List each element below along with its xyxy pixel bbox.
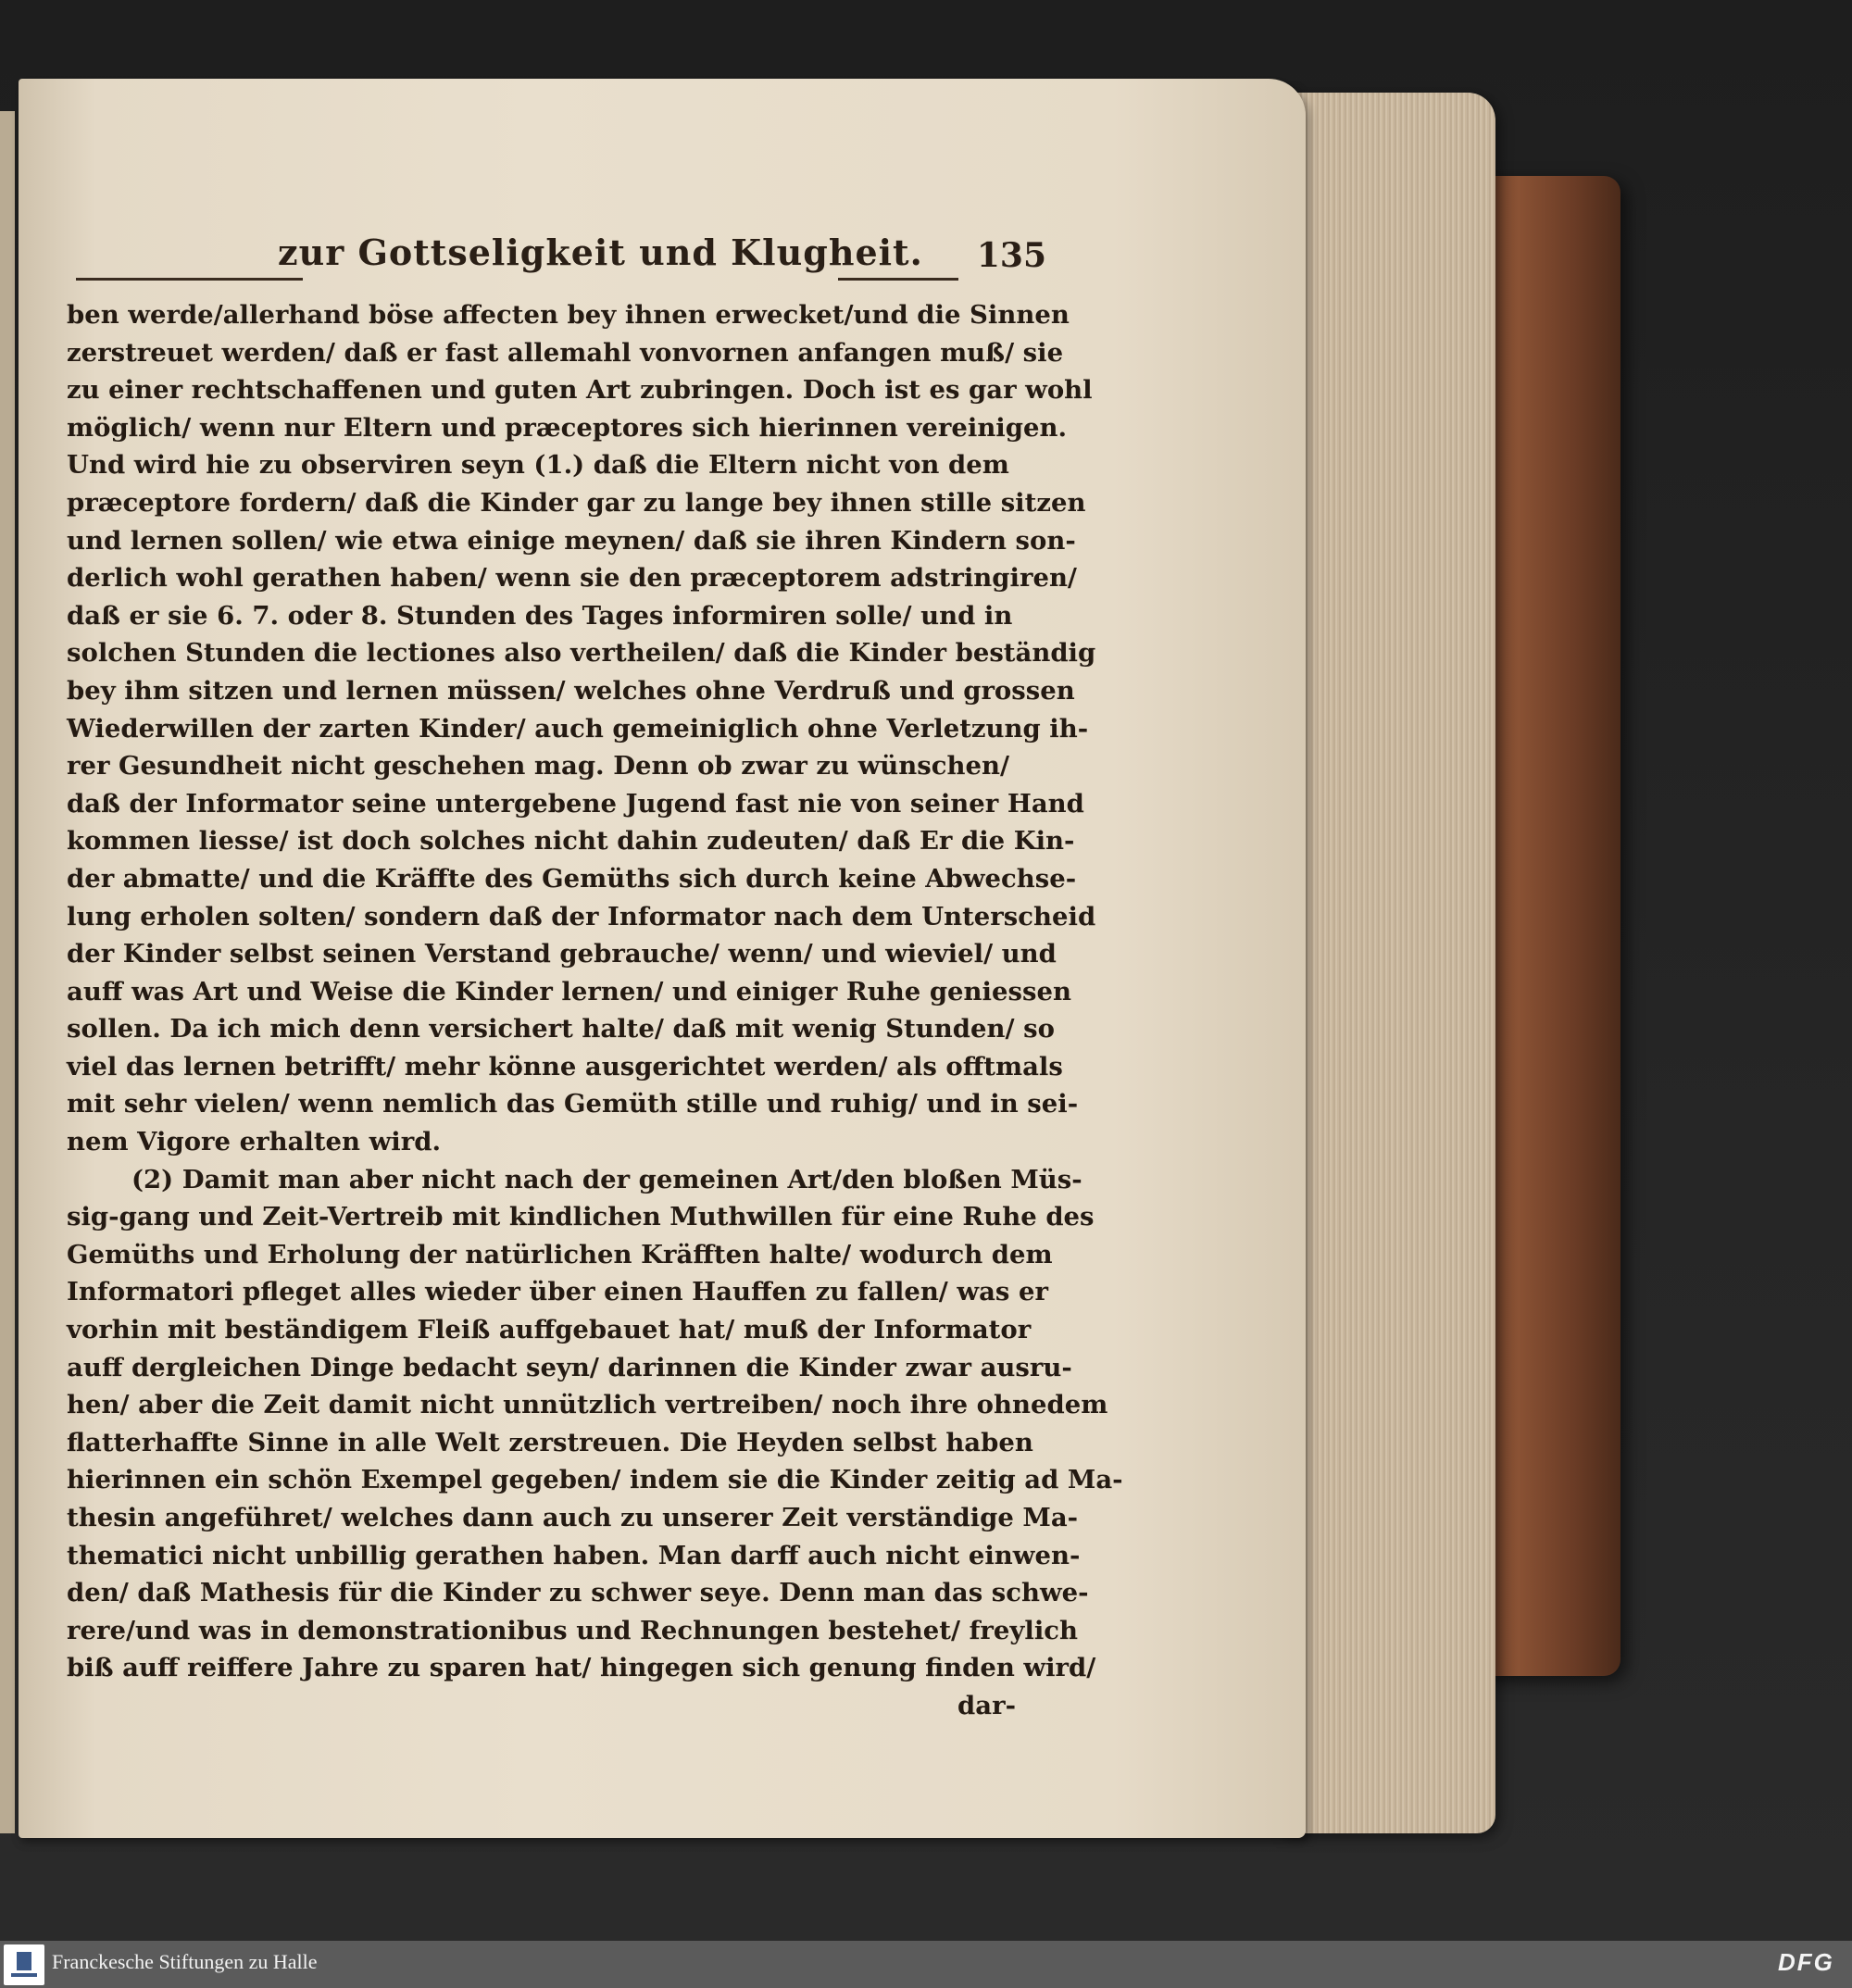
text-line: sig-gang und Zeit-Vertreib mit kindlichen Muthwillen für eine Ruhe des [67,1202,1095,1232]
text-line: auff was Art und Weise die Kinder lernen/ und einiger Ruhe geniessen [67,976,1071,1007]
body-text [67,296,1123,1725]
text-line: kommen liesse/ ist doch solches nicht dahin zudeuten/ daß Er die Kin- [67,826,1075,856]
text-line: thesin angeführet/ welches dann auch zu unserer Zeit verständige Ma- [67,1503,1079,1532]
text-line: derlich wohl gerathen haben/ wenn sie den præceptorem adstringiren/ [67,563,1077,594]
head-rule-left [76,278,303,281]
logo-base-shape [11,1973,37,1977]
text-line: Informatori pfleget alles wieder über einen Hauffen zu fallen/ was er [67,1277,1048,1307]
text-line: lung erholen solten/ sondern daß der Informator nach dem Unterscheid [67,901,1096,931]
institution-name[interactable]: Franckesche Stiftungen zu Halle [52,1950,318,1973]
text-line: Gemüths und Erholung der natürlichen Kräfften halte/ wodurch dem [67,1239,1053,1269]
text-line: solchen Stunden die lectiones also vertheilen/ daß die Kinder beständig [67,638,1096,669]
text-line: præceptore fordern/ daß die Kinder gar zu lange bey ihnen stille sitzen [67,487,1086,518]
text-line: vorhin mit beständigem Fleiß auffgebauet hat/ muß der Informator [67,1315,1032,1345]
text-line: thematici nicht unbillig gerathen haben. Man darff auch nicht einwen- [67,1540,1081,1570]
text-line: nem Vigore erhalten wird. [67,1127,442,1157]
text-line: (2) Damit man aber nicht nach der gemeinen Art/den bloßen Müs- [131,1164,1082,1194]
page-number: 135 [976,236,1046,275]
text-line: viel das lernen betrifft/ mehr könne ausgerichtet werden/ als offtmals [67,1051,1063,1082]
text-line: zu einer rechtschaffenen und guten Art zubringen. Doch ist es gar wohl [67,375,1093,406]
text-line: Wiederwillen der zarten Kinder/ auch gemeiniglich ohne Verletzung ih- [67,713,1089,744]
logo-building-shape [17,1952,31,1970]
text-line: ben werde/allerhand böse affecten bey ihnen erwecket/und die Sinnen [67,300,1070,330]
text-line: auff dergleichen Dinge bedacht seyn/ darinnen die Kinder zwar ausru- [67,1352,1072,1382]
text-line: möglich/ wenn nur Eltern und præceptores sich hierinnen vereinigen. [67,412,1068,443]
text-line: daß der Informator seine untergebene Jugend fast nie von seiner Hand [67,788,1084,819]
text-line: den/ daß Mathesis für die Kinder zu schwer seye. Denn man das schwe- [67,1578,1089,1608]
text-line: und lernen sollen/ wie etwa einige meynen/ daß sie ihren Kindern son- [67,525,1076,556]
institution-logo-icon[interactable] [4,1944,44,1985]
running-head: zur Gottseligkeit und Klugheit. [278,231,923,273]
text-line: mit sehr vielen/ wenn nemlich das Gemüth stille und ruhig/ und in sei- [67,1089,1079,1119]
text-line: rere/und was in demonstrationibus und Rechnungen bestehet/ freylich [67,1615,1079,1645]
text-line: sollen. Da ich mich denn versichert halte/ daß mit wenig Stunden/ so [67,1014,1055,1044]
facing-page-edge [0,111,15,1833]
text-line: flatterhaffte Sinne in alle Welt zerstreuen. Die Heyden selbst haben [67,1427,1033,1457]
text-line: rer Gesundheit nicht geschehen mag. Denn ob zwar zu wünschen/ [67,751,1010,781]
text-line: bey ihm sitzen und lernen müssen/ welches ohne Verdruß und grossen [67,675,1075,706]
catchword: dar- [957,1690,1016,1720]
text-line: Und wird hie zu observiren seyn (1.) daß die Eltern nicht von dem [67,450,1009,481]
text-line: hen/ aber die Zeit damit nicht unnützlich vertreiben/ noch ihre ohnedem [67,1390,1108,1420]
text-line: der abmatte/ und die Kräffte des Gemüths sich durch keine Abwechse- [67,863,1077,894]
text-line: daß er sie 6. 7. oder 8. Stunden des Tages informiren solle/ und in [67,600,1013,631]
text-line: zerstreuet werden/ daß er fast allemahl vonvornen anfangen muß/ sie [67,337,1064,368]
text-line: der Kinder selbst seinen Verstand gebrauche/ wenn/ und wieviel/ und [67,939,1057,969]
dfg-logo[interactable]: DFG [1778,1948,1834,1976]
head-rule-right [838,278,958,281]
text-line: hierinnen ein schön Exempel gegeben/ indem sie die Kinder zeitig ad Ma- [67,1465,1123,1495]
page-block-edges [1283,93,1495,1833]
text-line: biß auff reiffere Jahre zu sparen hat/ hingegen sich genung finden wird/ [67,1653,1096,1683]
